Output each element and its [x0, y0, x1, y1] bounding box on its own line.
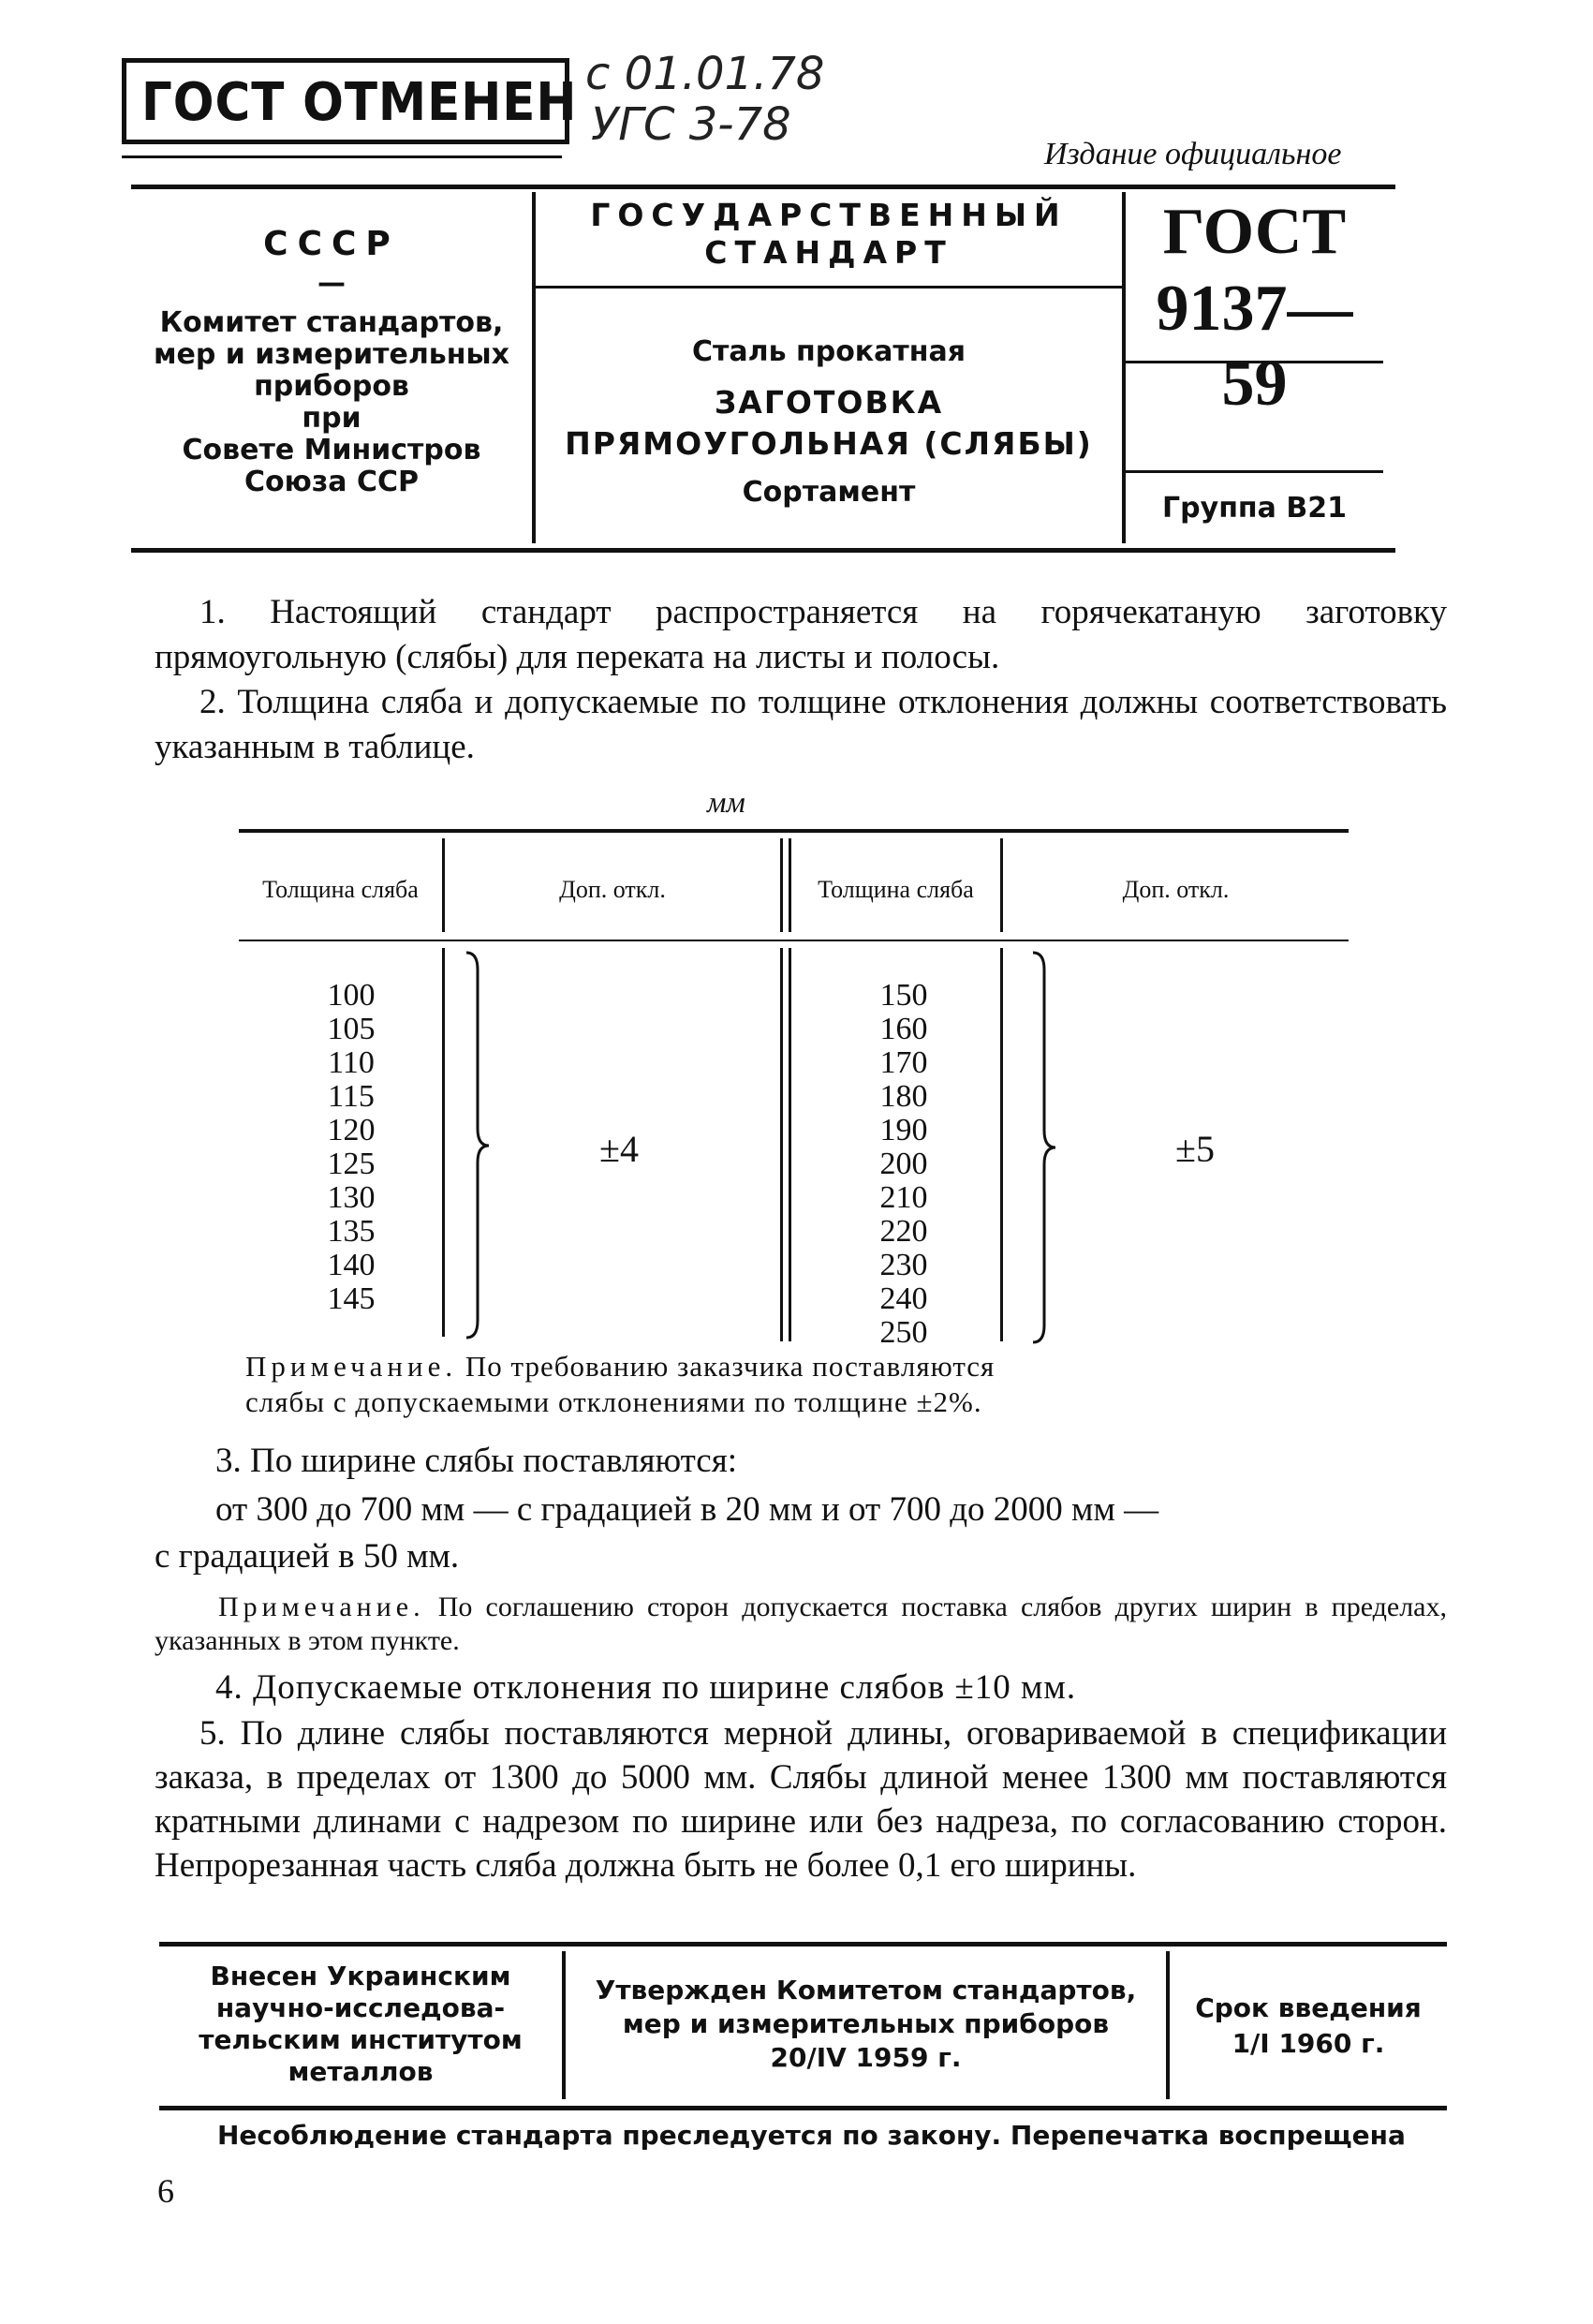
- header-bottom-rule: [131, 548, 1395, 553]
- section-3-line2: с градацией в 50 мм.: [155, 1537, 460, 1576]
- section-5: [155, 1711, 1447, 1887]
- table-cell: 100: [327, 978, 376, 1013]
- header-title: [536, 382, 1122, 465]
- table-unit: мм: [707, 785, 745, 819]
- footer-effective-line: 1/I 1960 г.: [1232, 2028, 1385, 2059]
- page-number: 6: [157, 2172, 174, 2210]
- state-standard-line: ГОСУДАРСТВЕННЫЙ: [590, 197, 1068, 233]
- table-cell: 210: [879, 1180, 928, 1215]
- committee-line: Союза ССР: [244, 466, 419, 498]
- table-col-divider-3-body: [1000, 948, 1003, 1341]
- right-brace-icon: [1025, 951, 1063, 1344]
- table-cell: 110: [328, 1045, 375, 1080]
- left-thickness-column: [281, 979, 421, 1316]
- stamp-text: ГОСТ ОТМЕНЕН: [141, 72, 578, 133]
- gost-number: 9137—59: [1156, 273, 1353, 420]
- section-3-note: [155, 1591, 1447, 1658]
- committee-line: Комитет стандартов,: [159, 306, 504, 339]
- footer-approved-line: Утвержден Комитетом стандартов,: [595, 1975, 1137, 2006]
- table-cell: 200: [879, 1147, 928, 1181]
- table-cell: 160: [879, 1012, 928, 1046]
- table-cell: 230: [879, 1248, 928, 1282]
- handwritten-ref: УГС 3-78: [591, 98, 791, 151]
- header-right-rule-2: [1126, 470, 1383, 473]
- table-note: [245, 1349, 1369, 1420]
- table-header-thickness-2: Толщина сляба: [818, 876, 974, 903]
- footer-approved-line: мер и измерительных приборов: [622, 2008, 1110, 2039]
- committee-line: приборов: [254, 370, 409, 403]
- footer-introduced-line: металлов: [288, 2056, 434, 2087]
- table-double-divider-a: [780, 838, 783, 932]
- footer-introduced-line: научно-исследова-: [215, 1992, 506, 2023]
- footer-bottom-rule: [159, 2106, 1447, 2110]
- table-top-rule: [239, 829, 1349, 833]
- title-line: ЗАГОТОВКА: [714, 384, 944, 421]
- cancelled-stamp: [122, 58, 578, 144]
- header-dash: —: [317, 267, 346, 300]
- table-cell: 140: [327, 1248, 376, 1282]
- handwritten-date: с 01.01.78: [585, 48, 825, 100]
- table-cell: 250: [879, 1315, 928, 1350]
- section-5-text: 5. По длине слябы поставляются мерной длины, оговариваемой в спецификации заказа, в пределах от 1300 до 5000 мм. Слябы длиной менее 1300 мм поставляются кратными длинами с надрезом по ширине или без надреза, по согласованию сторон. Непрорезанная часть сляба должна быть не более 0,1 его ширины.: [155, 1714, 1447, 1885]
- table-cell: 135: [327, 1214, 376, 1249]
- committee-line: при: [302, 402, 361, 435]
- committee-line: Совете Министров: [182, 434, 481, 466]
- paragraph-1-text: 1. Настоящий стандарт распространяется на горячекатаную заготовку прямоугольную (слябы) для переката на листы и полосы.: [155, 593, 1447, 676]
- section-3-line1: от 300 до 700 мм — с градацией в 20 мм и от 700 до 2000 мм —: [215, 1490, 1159, 1529]
- paragraph-1: [155, 590, 1447, 770]
- section-3-note-label: Примечание.: [218, 1591, 425, 1622]
- header-state-standard: [536, 197, 1122, 272]
- footer-effective: [1170, 1991, 1447, 2062]
- table-double-divider-a-body: [780, 948, 783, 1341]
- footer-effective-line: Срок введения: [1195, 1992, 1422, 2023]
- table-cell: 150: [879, 978, 928, 1013]
- header-country: СССР: [263, 225, 400, 263]
- footer-top-rule: [159, 1942, 1447, 1947]
- section-3-heading: 3. По ширине слябы поставляются:: [215, 1442, 738, 1480]
- group-label: Группа В21: [1162, 492, 1347, 525]
- table-note-line1: По требованию заказчика поставляются: [465, 1350, 996, 1383]
- table-cell: 130: [327, 1180, 376, 1215]
- state-standard-line: СТАНДАРТ: [704, 234, 953, 271]
- header-subject: Сортамент: [742, 476, 916, 509]
- table-cell: 240: [879, 1281, 928, 1316]
- left-tolerance: ±4: [599, 1128, 639, 1170]
- table-header-tolerance-2: Доп. откл.: [1122, 876, 1230, 903]
- section-3-note-text: По соглашению сторон допускается поставка слябов других ширин в пределах, указанных в этом пункте.: [155, 1591, 1447, 1656]
- paragraph-2-text: 2. Толщина сляба и допускаемые по толщине отклонения должны соответствовать указанным в таблице.: [155, 683, 1447, 766]
- header-mid-rule: [536, 286, 1122, 289]
- stamp-underline: [122, 155, 562, 158]
- right-thickness-column: [833, 979, 974, 1350]
- table-cell: 190: [879, 1113, 928, 1147]
- header-subtitle: Сталь прокатная: [691, 335, 966, 368]
- table-header-rule: [239, 940, 1349, 941]
- footer-approved: [566, 1974, 1166, 2075]
- title-line: ПРЯМОУГОЛЬНАЯ (СЛЯБЫ): [565, 425, 1093, 462]
- table-cell: 105: [327, 1012, 376, 1046]
- table-cell: 115: [328, 1079, 375, 1114]
- footer-introduced-line: Внесен Украинским: [210, 1961, 511, 1991]
- table-cell: 170: [879, 1045, 928, 1080]
- table-cell: 145: [327, 1281, 376, 1316]
- table-cell: 220: [879, 1214, 928, 1249]
- gost-label: ГОСТ: [1162, 196, 1347, 268]
- left-brace-icon: [459, 951, 496, 1340]
- table-col-divider-1-body: [442, 948, 445, 1337]
- header-committee: [131, 307, 532, 498]
- footer-introduced: [159, 1961, 562, 2088]
- right-tolerance: ±5: [1175, 1128, 1215, 1170]
- table-header-thickness-1: Толщина сляба: [262, 876, 419, 903]
- edition-label: Издание официальное: [1044, 137, 1342, 171]
- section-4: 4. Допускаемые отклонения по ширине слябов ±10 мм.: [215, 1668, 1077, 1707]
- table-note-label: Примечание.: [245, 1350, 458, 1383]
- table-cell: 125: [327, 1147, 376, 1181]
- legal-notice: Несоблюдение стандарта преследуется по закону. Перепечатка воспрещена: [217, 2120, 1406, 2151]
- handwritten-note: [585, 49, 824, 150]
- footer-introduced-line: тельским институтом: [199, 2024, 523, 2055]
- table-cell: 180: [879, 1079, 928, 1114]
- table-double-divider-b-body: [789, 948, 791, 1341]
- table-header-tolerance-1: Доп. откл.: [559, 876, 666, 903]
- footer-approved-line: 20/IV 1959 г.: [770, 2042, 962, 2073]
- table-note-line2: слябы с допускаемыми отклонениями по толщине ±2%.: [245, 1385, 982, 1418]
- committee-line: мер и измерительных: [154, 338, 509, 371]
- header-top-rule: [131, 185, 1395, 189]
- table-cell: 120: [327, 1113, 376, 1147]
